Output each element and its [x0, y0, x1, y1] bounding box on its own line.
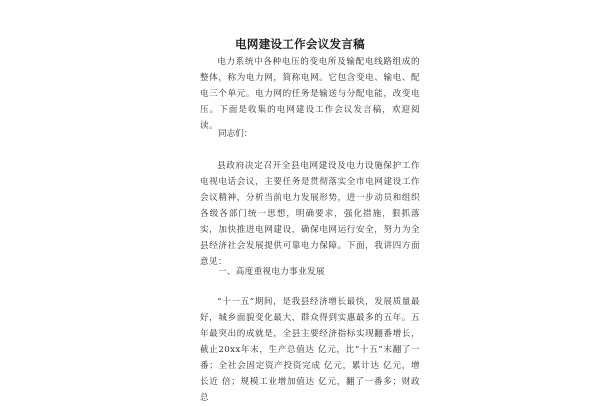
document-title: 电网建设工作会议发言稿 [235, 37, 365, 51]
salutation: 同志们： [218, 129, 253, 139]
intro-paragraph: 电力系统中各种电压的变电所及输配电线路组成的整体，称为电力网，简称电网。它包含变电、输电、配电三个单元。电力网的任务是输送与分配电能，改变电压。下面是收集的电网建设工作会议发言稿，欢迎阅读。 [200, 57, 420, 131]
opening-paragraph: 县政府决定召开全县电网建设及电力设施保护工作电视电话会议，主要任务是贯彻落实全市电网建设工作会议精神，分析当前电力发展形势，进一步动员和组织各级各部门统一思想，明确要求，强化措施，狠抓落实，加快推进电网建设，确保电网运行安全，努力为全县经济社会发展提供可靠电力保障。下面，我讲四方面意见： [200, 161, 420, 267]
growth-paragraph: “十一五”期间，是我县经济增长最快，发展质量最好，城乡面貌变化最大，群众得到实惠最多的五年。五年最突出的成就是，全县主要经济指标实现翻番增长，截止20xx年末，生产总值达 亿元，比“十五”末翻了一番；全社会固定资产投资完成 亿元，累计达 亿元，增长近 倍；规模工业增加值达 亿元，翻了一番多；财政总 [200, 297, 420, 403]
section-heading: 一、高度重视电力事业发展 [218, 267, 325, 277]
